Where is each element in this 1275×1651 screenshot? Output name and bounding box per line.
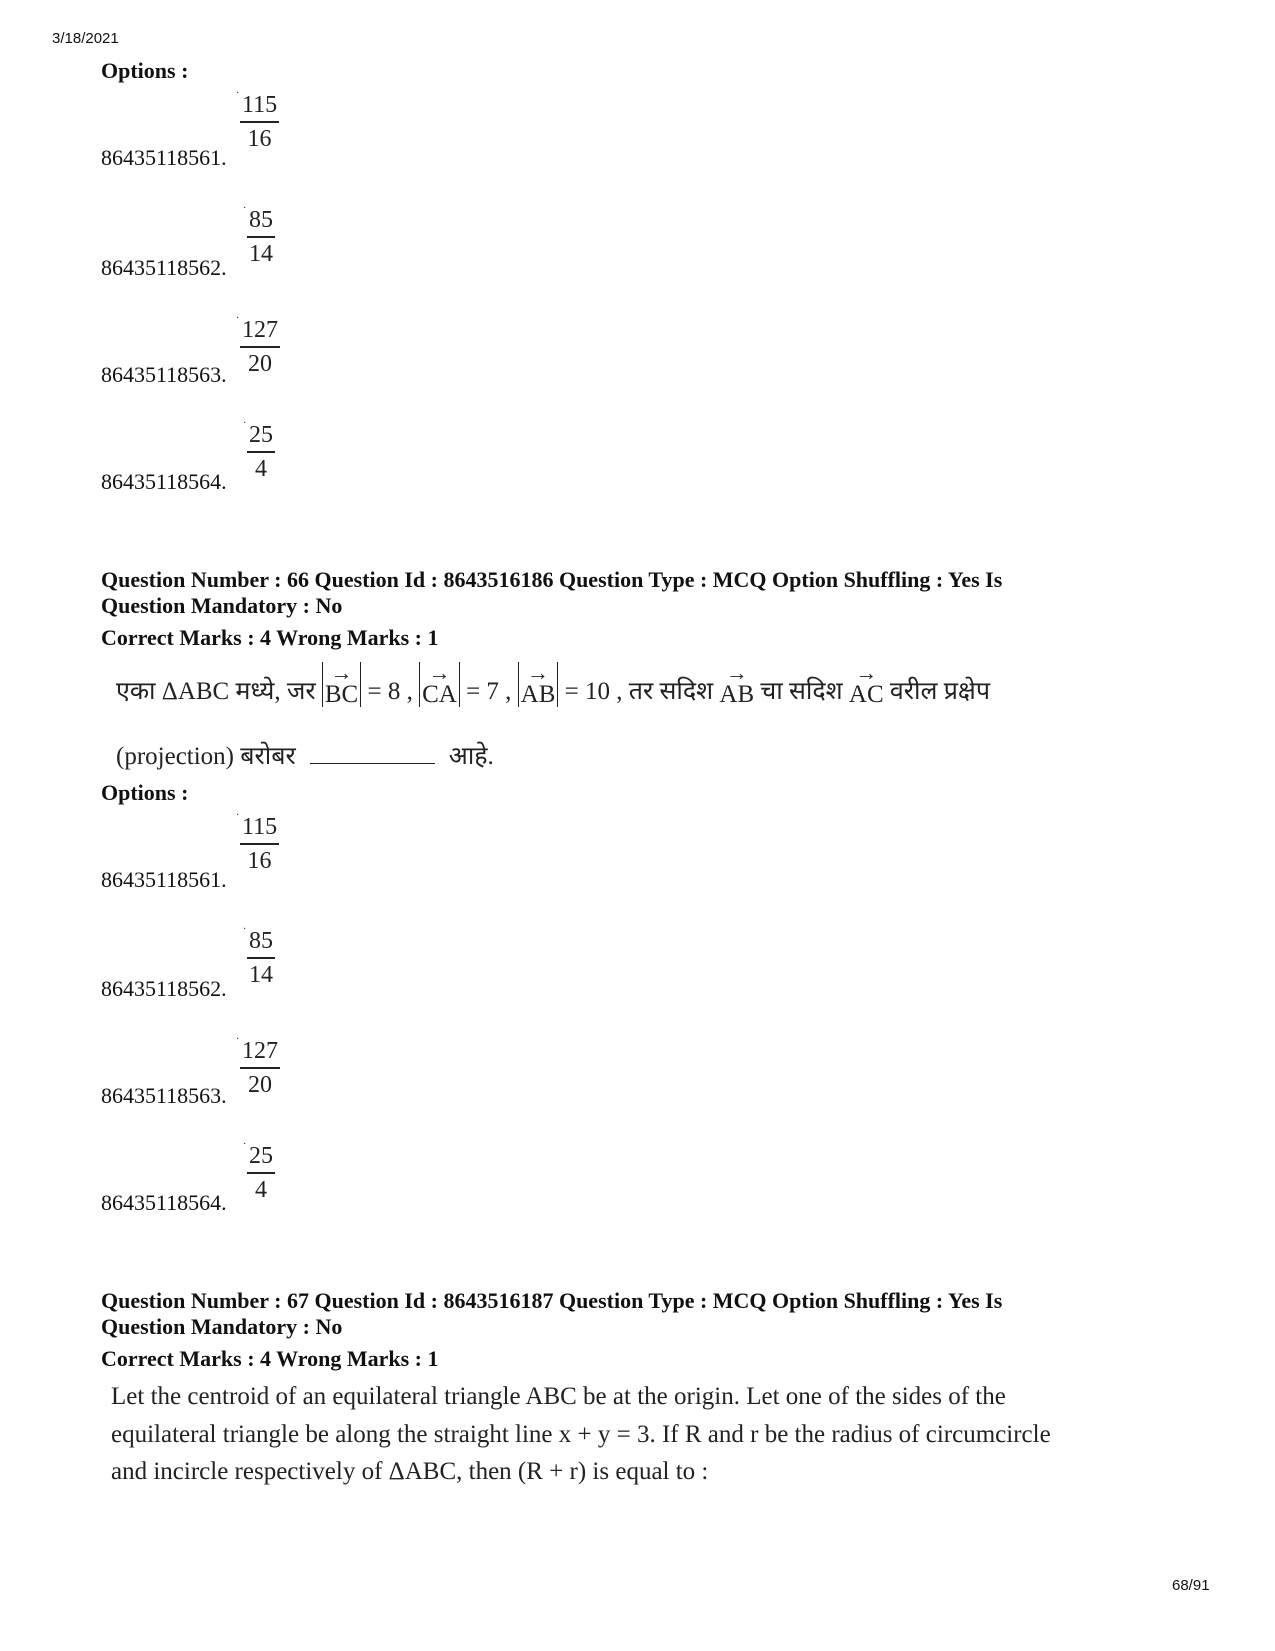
numerator: 85 <box>249 928 273 954</box>
option-id: 86435118563. <box>101 362 227 387</box>
option-id: 86435118564. <box>101 469 227 494</box>
question-header: Question Number : 66 Question Id : 8643516186 Question Type : MCQ Option Shuffling : Yes Is <box>101 567 1003 592</box>
question-marks: Correct Marks : 4 Wrong Marks : 1 <box>101 625 439 650</box>
question-text-line2: equilateral triangle be along the straight line x + y = 3. If R and r be the radius of circumcircle <box>111 1421 1051 1448</box>
denominator: 14 <box>249 241 273 267</box>
option-id: 86435118563. <box>101 1083 227 1108</box>
numerator: 127 <box>242 317 278 343</box>
question-text-line1: Let the centroid of an equilateral triangle ABC be at the origin. Let one of the sides of the <box>111 1383 1006 1410</box>
question-text-line2: (projection) बरोबर आहे. <box>116 743 494 770</box>
denominator: 14 <box>249 962 273 988</box>
option-id: 86435118561. <box>101 867 227 892</box>
denominator: 16 <box>247 126 272 152</box>
numerator: 115 <box>242 814 278 840</box>
option-id: 86435118564. <box>101 1190 227 1215</box>
question-text-line3: and incircle respectively of ΔABC, then (R + r) is equal to : <box>111 1458 709 1485</box>
numerator: 85 <box>249 207 273 233</box>
option-fraction: · 85 14 <box>243 203 273 267</box>
denominator: 20 <box>248 1072 272 1098</box>
option-fraction: · 127 20 <box>236 313 278 377</box>
denominator: 4 <box>255 1177 267 1203</box>
option-id: 86435118561. <box>101 145 227 170</box>
denominator: 4 <box>255 456 267 482</box>
option-fraction: · 85 14 <box>243 924 273 988</box>
question-header: Question Number : 67 Question Id : 8643516187 Question Type : MCQ Option Shuffling : Yes Is <box>101 1288 1003 1313</box>
question-marks: Correct Marks : 4 Wrong Marks : 1 <box>101 1346 439 1371</box>
option-id: 86435118562. <box>101 255 227 280</box>
option-id: 86435118562. <box>101 976 227 1001</box>
question-text-line1: एका ΔABC मध्ये, जर → BC = 8 , → CA = 7 , → AB = 10 , तर सदिश → AB चा सदिश → AC वरील प्रक्षेप <box>116 660 991 708</box>
print-date: 3/18/2021 <box>52 30 119 47</box>
question-header-cont: Question Mandatory : No <box>101 1314 343 1339</box>
denominator: 20 <box>248 351 272 377</box>
options-label: Options : <box>101 58 189 83</box>
option-fraction: · 25 4 <box>243 1139 273 1203</box>
option-fraction: · 127 20 <box>236 1034 278 1098</box>
option-fraction: · 25 4 <box>243 418 273 482</box>
numerator: 115 <box>242 92 278 118</box>
question-header-cont: Question Mandatory : No <box>101 593 343 618</box>
denominator: 16 <box>247 848 272 874</box>
option-fraction: · 115 16 <box>236 88 278 152</box>
numerator: 25 <box>249 422 273 448</box>
option-fraction: · 115 16 <box>236 810 278 874</box>
options-label: Options : <box>101 780 189 805</box>
numerator: 127 <box>242 1038 278 1064</box>
numerator: 25 <box>249 1143 273 1169</box>
page-number: 68/91 <box>1172 1577 1210 1594</box>
